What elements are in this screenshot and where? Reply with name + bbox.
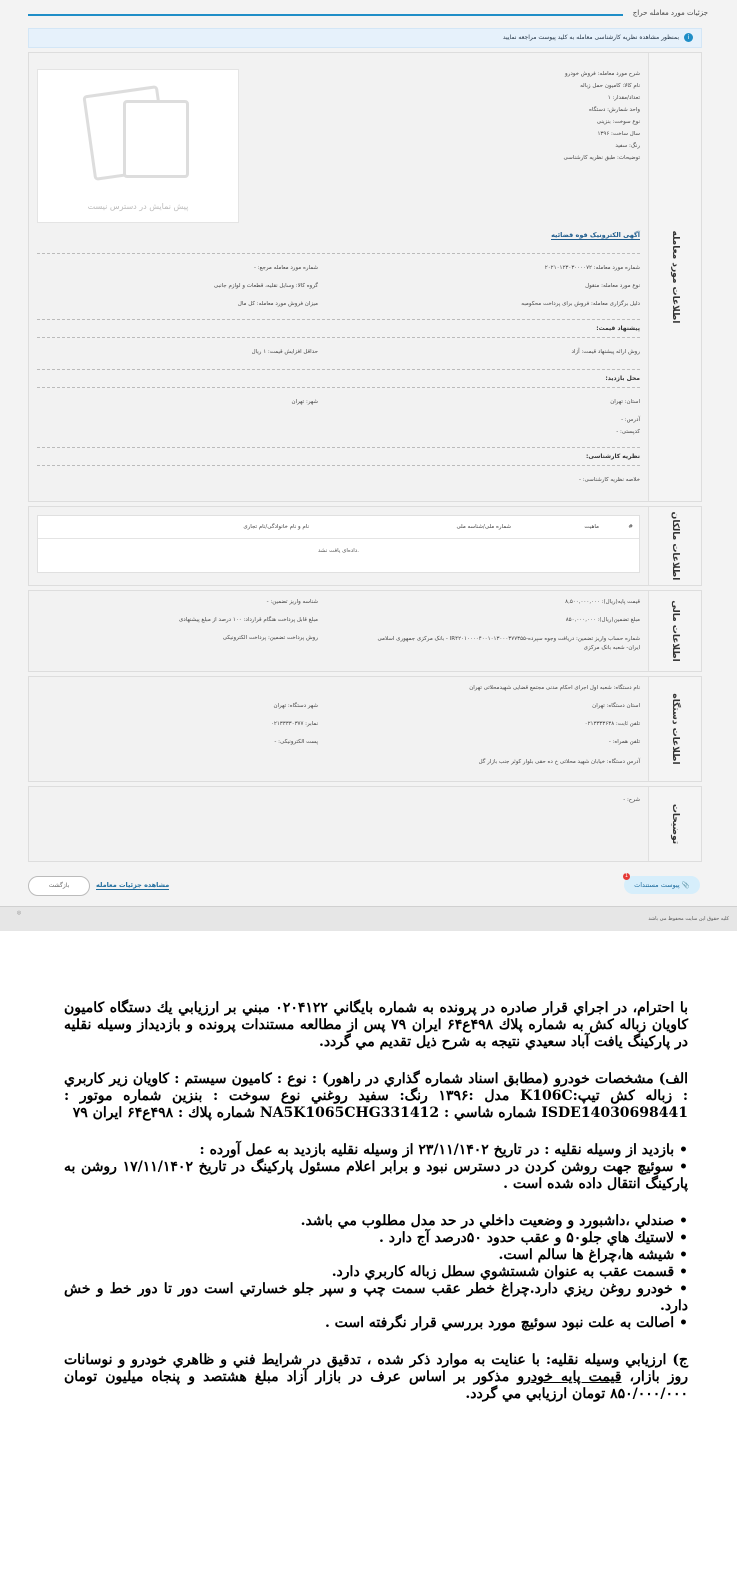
gavel-icon bbox=[123, 100, 189, 178]
ref-number: شماره مورد معامله مرجع: - bbox=[253, 265, 318, 271]
agency-name: نام دستگاه: شعبه اول اجرای احکام مدنی مجتمع قضایی شهیدمحلاتی تهران bbox=[469, 685, 640, 691]
info-icon: i bbox=[684, 33, 693, 42]
attachments-button[interactable] bbox=[624, 873, 700, 894]
account-number: شماره حساب واریز تضمین: دریافت وجوه سپرده-IR۴۲۰۱۰۰۰۰۴۰۰۱۰۱۳۰۰۰۳۷۷۳۵۵ - بانک مرکزی جمهوری اسلامی ایران- شعبه بانک مرکزی bbox=[377, 636, 640, 651]
section-title-financial: اطلاعات مالی bbox=[670, 600, 680, 662]
list-item: • خودرو روغن ريزي دارد.چراغ خطر عقب سمت چپ و سپر جلو خسارتي است دور تا دور خط و خش دارد. bbox=[64, 1281, 688, 1314]
owners-section bbox=[28, 506, 702, 586]
item-fuel: نوع سوخت: بنزینی bbox=[596, 119, 640, 125]
agency-body bbox=[29, 677, 648, 781]
agency-phone: تلفن ثابت: ۰۲۱۳۳۳۳۶۳۸ bbox=[584, 721, 640, 727]
deposit-id: شناسه واریز تضمین: - bbox=[266, 599, 318, 605]
conclusion-underlined: قيمت پايه خودرو bbox=[517, 1369, 622, 1385]
list-item: • بازديد از وسيله نقليه : در تاريخ ۲۳/۱۱/۱۴۰۲ از وسيله نقليه بازديد به عمل آورده : bbox=[199, 1142, 688, 1158]
info-text: بمنظور مشاهده نظریه کارشناسی معامله به کلید پیوست مراجعه نمایید bbox=[502, 34, 679, 41]
emblem-icon: ◎ bbox=[16, 910, 22, 916]
header-divider bbox=[28, 14, 623, 16]
section-label bbox=[648, 677, 701, 781]
visit-province: استان: تهران bbox=[610, 399, 640, 405]
deal-reason: دلیل برگزاری معامله: فروش برای پرداخت محکومبه bbox=[521, 301, 640, 307]
item-desc: شرح مورد معامله: فروش خودرو bbox=[565, 71, 640, 77]
divider bbox=[37, 253, 640, 254]
col-id: شماره ملی/شناسه ملی bbox=[456, 524, 511, 530]
letter-conclusion bbox=[64, 1352, 688, 1403]
contract-payment: مبلغ قابل پرداخت هنگام قرارداد: ۱۰۰ درصد از مبلغ پیشنهادی bbox=[178, 617, 318, 623]
item-unit: واحد شمارش: دستگاه bbox=[589, 107, 640, 113]
section-title-owners: اطلاعات مالکان bbox=[670, 511, 680, 581]
notes-section bbox=[28, 786, 702, 862]
expert-title: نظریه کارشناسی: bbox=[586, 453, 640, 460]
appraisal-letter bbox=[64, 1000, 688, 1423]
conclusion-part-1: ج) ارزيابي وسيله نقليه: با عنايت به موارد ذكر شده ، تدقيق در شرايط فني و ظاهري خودرو و نوسانات روز بازار، bbox=[64, 1352, 688, 1385]
divider bbox=[37, 447, 640, 448]
base-price: قیمت پایه(ریال): ۸,۵۰۰,۰۰۰,۰۰۰ bbox=[565, 599, 640, 605]
table-header bbox=[38, 516, 639, 539]
list-item: • قسمت عقب به عنوان شستشوي سطل زباله كاربري دارد. bbox=[331, 1264, 688, 1280]
condition-list bbox=[64, 1213, 688, 1332]
list-item: • لاستيك هاي جلو۵۰ و عقب حدود ۵۰درصد آج دارد . bbox=[379, 1230, 688, 1246]
list-item: • صندلي ،داشبورد و وضعيت داخلي در حد مدل مطلوب مي باشد. bbox=[300, 1213, 688, 1229]
info-banner bbox=[28, 28, 702, 48]
notes-desc: شرح: - bbox=[623, 797, 640, 803]
owners-table bbox=[37, 515, 640, 573]
section-label bbox=[648, 507, 701, 585]
conclusion-part-2: مذكور بر اساس عرف در بازار آزاد مبلغ هشتصد و پنجاه ميليون تومان ۸۵۰/۰۰۰/۰۰۰ تومان ارزيابي مي گردد. bbox=[64, 1369, 688, 1402]
section-label bbox=[648, 53, 701, 501]
col-index: # bbox=[628, 524, 633, 530]
empty-message: داده‌ای یافت نشد. bbox=[318, 548, 359, 554]
page-title: جزئیات مورد معامله حراج bbox=[632, 9, 708, 17]
visit-postal: کدپستی: - bbox=[616, 429, 640, 435]
page-header bbox=[28, 6, 708, 26]
letter-specs: الف) مشخصات خودرو (مطابق اسناد شماره گذاري در راهور) : نوع : كاميون سيستم : كاويان زير كاربري : زباله كش تيپ:K106C مدل :۱۳۹۶ رنگ: سفيد روغني نوع سوخت : بنزين شماره موتور : ISDE14030698441 شماره شاسي : NA5K1065CHG331412 شماره پلاك : ۴۹۸ع۶۴ ايران ۷۹ bbox=[64, 1071, 688, 1121]
attachments-count: 1 bbox=[624, 873, 629, 879]
list-item: • سوئيچ جهت روشن كردن در دسترس نبود و برابر اعلام مسئول پاركينگ در تاريخ ۱۷/۱۱/۱۴۰۲ روشن به پاركينگ انتقال داده شده است . bbox=[64, 1159, 688, 1192]
item-info-section bbox=[28, 52, 702, 502]
details-link[interactable]: مشاهده جزئیات معامله bbox=[96, 881, 170, 889]
owners-body bbox=[29, 507, 648, 585]
section-label bbox=[648, 787, 701, 861]
guarantee-amount: مبلغ تضمین(ریال): ۸۵۰,۰۰۰,۰۰۰ bbox=[565, 617, 640, 623]
back-button[interactable]: بازگشت bbox=[28, 876, 90, 896]
deal-number: شماره مورد معامله: ۲۰۲۱۰۱۲۳۰۳۰۰۰۰۷۲ bbox=[544, 265, 640, 271]
image-preview bbox=[37, 69, 239, 223]
agency-address: آدرس دستگاه: خیابان شهید محلاتی خ ده حقی بلوار کوثر جنب بازار گل bbox=[478, 759, 640, 765]
deal-type: نوع مورد معامله: منقول bbox=[585, 283, 640, 289]
visit-title: محل بازدید: bbox=[605, 375, 640, 382]
divider bbox=[37, 337, 640, 338]
item-explain: توضیحات: طبق نظریه کارشناسی bbox=[563, 155, 640, 161]
financial-body bbox=[29, 591, 648, 671]
agency-city: شهر دستگاه: تهران bbox=[273, 703, 318, 709]
divider bbox=[37, 465, 640, 466]
attachments-label: پیوست مستندات bbox=[634, 881, 680, 889]
copyright: کلیه حقوق این سایت محفوظ می باشد bbox=[648, 916, 729, 922]
list-item: • شيشه ها،چراغ ها سالم است. bbox=[498, 1247, 688, 1263]
item-year: سال ساخت: ۱۳۹۶ bbox=[597, 131, 640, 137]
visit-city: شهر: تهران bbox=[291, 399, 318, 405]
agency-mobile: تلفن همراه: - bbox=[608, 739, 640, 745]
col-nature: ماهیت bbox=[584, 524, 599, 530]
section-title-agency: اطلاعات دستگاه bbox=[670, 693, 680, 765]
preview-unavailable: پیش نمایش در دسترس نیست bbox=[87, 202, 189, 211]
footer bbox=[0, 906, 737, 931]
agency-province: استان دستگاه: تهران bbox=[592, 703, 640, 709]
col-name: نام و نام خانوادگی/نام تجاری bbox=[243, 524, 309, 530]
ad-link[interactable]: آگهی الکترونیک قوه قضائیه bbox=[551, 231, 640, 239]
item-color: رنگ: سفید bbox=[615, 143, 640, 149]
item-info-body bbox=[29, 53, 648, 501]
offer-method: روش ارائه پیشنهاد قیمت: آزاد bbox=[571, 349, 640, 355]
item-name: نام کالا: کامیون حمل زباله bbox=[580, 83, 640, 89]
letter-intro: با احترام، در اجراي قرار صادره در پرونده به شماره بايگاني ۰۲۰۴۱۲۲ مبني بر ارزيابي يك دستگاه كاميون كاويان زباله كش به شماره پلاك ۴۹۸ع۶۴ ايران ۷۹ پس از مطالعه مستندات پرونده و بازديداز وسيله نقليه در پاركينگ يافت آباد سعيدي نتيجه به شرح ذيل تقديم مي گردد. bbox=[64, 1000, 688, 1050]
agency-email: پست الکترونیکی: - bbox=[274, 739, 318, 745]
sale-amount: میزان فروش مورد معامله: کل مال bbox=[237, 301, 318, 307]
paperclip-icon: 📎 bbox=[681, 881, 690, 889]
item-count: تعداد/مقدار: ۱ bbox=[607, 95, 640, 101]
item-group: گروه کالا: وسایل نقلیه، قطعات و لوازم جانبی bbox=[213, 283, 318, 289]
section-title-item: اطلاعات مورد معامله bbox=[670, 230, 680, 324]
divider bbox=[37, 369, 640, 370]
pay-method: روش پرداخت تضمین: پرداخت الکترونیکی bbox=[222, 635, 318, 641]
inspection-list bbox=[64, 1142, 688, 1193]
section-title-notes: توضیحات bbox=[670, 803, 680, 845]
divider bbox=[37, 319, 640, 320]
section-label bbox=[648, 591, 701, 671]
min-increase: حداقل افزایش قیمت: ۱ ریال bbox=[251, 349, 318, 355]
expert-summary: خلاصه نظریه کارشناسی: - bbox=[578, 477, 640, 483]
agency-fax: نمابر: ۰۲۱۳۳۳۳۰۳۷۷ bbox=[270, 721, 318, 727]
financial-section bbox=[28, 590, 702, 672]
notes-body bbox=[29, 787, 648, 861]
list-item: • اصالت به علت نبود سوئيچ مورد بررسي قرار نگرفته است . bbox=[324, 1315, 688, 1331]
visit-address: آدرس: - bbox=[621, 417, 640, 423]
action-bar bbox=[28, 874, 700, 898]
agency-section bbox=[28, 676, 702, 782]
divider bbox=[37, 387, 640, 388]
offer-title: پیشنهاد قیمت: bbox=[596, 325, 640, 332]
